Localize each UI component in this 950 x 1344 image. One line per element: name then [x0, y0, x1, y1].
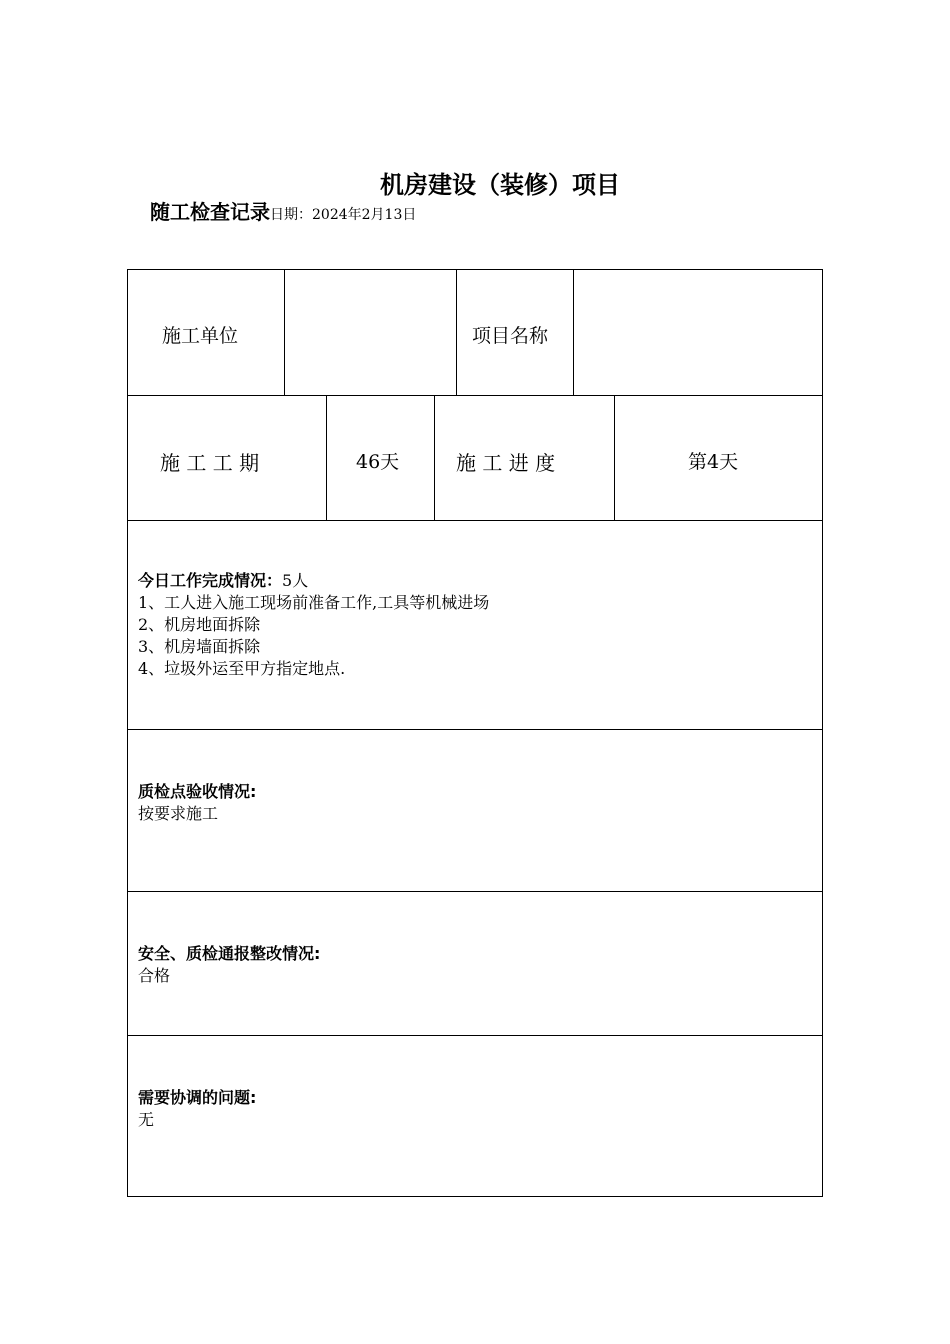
construction-period-label: 施 工 工 期 [160, 451, 260, 475]
safety-rectification-content: 合格 [138, 966, 171, 985]
coordination-issues-heading: 需要协调的问题: [138, 1088, 257, 1107]
construction-unit-label: 施工单位 [162, 325, 239, 347]
construction-progress-label: 施 工 进 度 [456, 451, 556, 475]
work-today-heading-line [138, 570, 812, 592]
worker-count: 5人 [282, 571, 309, 590]
construction-progress-value: 第4天 [688, 451, 739, 473]
date-value: 2024年2月13日 [312, 207, 417, 223]
quality-check-section [138, 781, 812, 825]
safety-rectification-section [138, 943, 812, 987]
column-divider [434, 395, 435, 520]
coordination-issues-content: 无 [138, 1110, 155, 1129]
row-divider [128, 520, 822, 521]
work-today-heading: 今日工作完成情况： [138, 571, 283, 590]
construction-period-value: 46天 [356, 451, 400, 473]
work-today-section [138, 570, 812, 680]
row-divider [128, 395, 822, 396]
work-item: 1、工人进入施工现场前准备工作,工具等机械进场 [138, 593, 490, 612]
page-title: 机房建设（装修）项目 [380, 171, 620, 199]
record-subtitle: 随工检查记录 [150, 200, 270, 224]
work-item: 4、垃圾外运至甲方指定地点. [138, 659, 346, 678]
column-divider [326, 395, 327, 520]
row-divider [128, 891, 822, 892]
column-divider [573, 270, 574, 395]
quality-check-heading: 质检点验收情况: [138, 782, 257, 801]
column-divider [614, 395, 615, 520]
coordination-issues-section [138, 1087, 812, 1131]
quality-check-content: 按要求施工 [138, 804, 219, 823]
subtitle-row [150, 196, 416, 225]
column-divider [456, 270, 457, 395]
project-name-label: 项目名称 [472, 325, 549, 347]
date-label: 日期： [270, 207, 312, 223]
row-divider [128, 729, 822, 730]
column-divider [284, 270, 285, 395]
work-item: 3、机房墙面拆除 [138, 637, 261, 656]
work-item: 2、机房地面拆除 [138, 615, 261, 634]
safety-rectification-heading: 安全、质检通报整改情况: [138, 944, 321, 963]
row-divider [128, 1035, 822, 1036]
inspection-record-table [127, 269, 823, 1197]
